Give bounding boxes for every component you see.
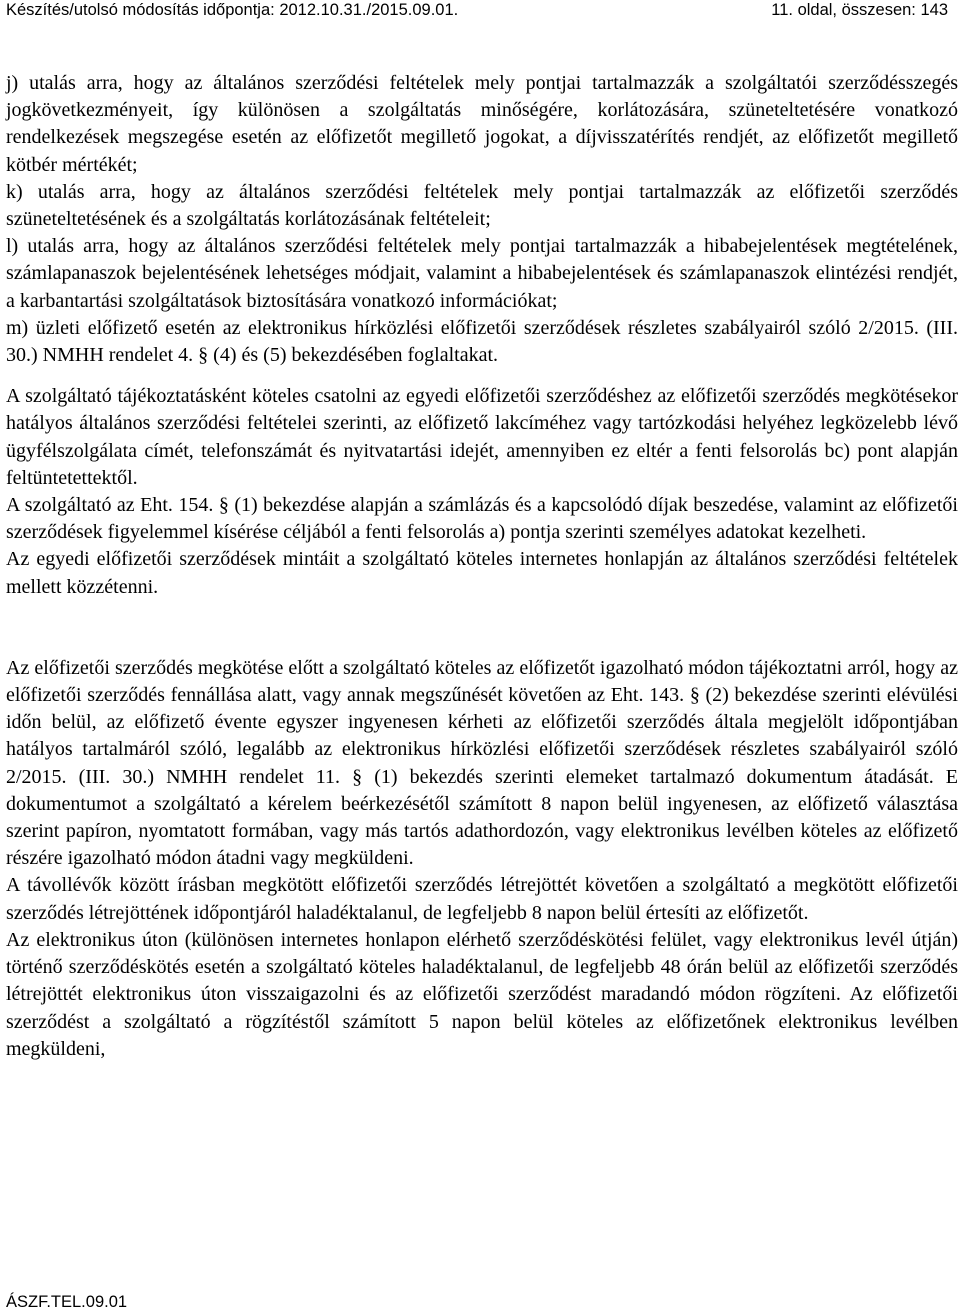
paragraph-electronic-contract: Az elektronikus úton (különösen internetes honlapon elérhető szerződéskötési felület, vagy elektronikus levél útján) történő szerződéskötés esetén a szolgáltató köteles haladéktalanul, de legfeljebb 48 órán belül az előfizetői szerződés létrejöttét elektronikus úton visszaigazolni és az előfizetői szerződést maradandó módon rögzíteni. Az előfizetői szerződést a szolgáltató a rögzítéstől számított 5 napon belül köteles az előfizetőnek elektronikus levélben megküldeni,: [6, 928, 958, 1060]
paragraph-contract-templates: Az egyedi előfizetői szerződések mintáit a szolgáltató köteles internetes honlapján az általános szerződési feltételek mellett közzétenni.: [6, 548, 958, 598]
paragraph-pre-contract-info: Az előfizetői szerződés megkötése előtt a szolgáltató köteles az előfizetőt igazolható módon tájékoztatni arról, hogy az előfizetői szerződés fennállása alatt, vagy annak megszűnését követően az Eht. 143. § (2) bekezdése szerinti elévülési időn belül, az előfizető évente egyszer ingyenesen kérheti az előfizetői szerződés általa megjelölt időpontjában hatályos tartalmáról szóló, legalább az elektronikus hírközlési előfizetői szerződések részletes szabályairól szóló 2/2015. (III. 30.) NMHH rendelet 11. § (1) bekezdés szerinti elemeket tartalmazó dokumentum átadását. E dokumentumot a szolgáltató a kérelem beérkezésétől számított 8 napon belül ingyenesen, az előfizető választása szerint papíron, nyomtatott formában, vagy más tartós adathordozón, vagy elektronikus levélben köteles az előfizető részére igazolható módon átadni vagy megküldeni.: [6, 656, 958, 870]
list-item-j: j) utalás arra, hogy az általános szerződési feltételek mely pontjai tartalmazzák a szolgáltatói szerződésszegés jogkövetkezményeit, így különösen a szolgáltatás minőségére, korlátozására, szüneteltetésére vonatkozó rendelkezések megszegése esetén az előfizetőt megillető jogokat, a díjvisszatérítés rendjét, az előfizetőt megillető kötbér mértékét;: [6, 72, 958, 176]
list-item-l: l) utalás arra, hogy az általános szerződési feltételek mely pontjai tartalmazzák a hibabejelentések megtételének, számlapanaszok bejelentésének lehetséges módjait, valamint a hibabejelentések és számlapanaszok elintézési rendjét, a karbantartási szolgáltatások biztosítására vonatkozó információkat;: [6, 235, 958, 312]
document-code: ÁSZF.TEL.09.01: [6, 1293, 128, 1311]
paragraph-attachment-info: A szolgáltató tájékoztatásként köteles csatolni az egyedi előfizetői szerződéshez az előfizetői szerződés megkötésekor hatályos általános szerződési feltételei szerinti, az előfizető lakcíméhez vagy tartózkodási helyéhez legközelebb lévő ügyfélszolgálata címét, telefonszámát és nyitvatartási idejét, amennyiben ez eltér a fenti felsorolás bc) pont alapján feltüntetettektől.: [6, 385, 958, 489]
document-body: [6, 70, 958, 1063]
modification-date-label: Készítés/utolsó módosítás időpontja: 2012.10.31./2015.09.01.: [6, 1, 459, 19]
page-number-label: 11. oldal, összesen: 143: [771, 1, 948, 19]
page-footer: [6, 1291, 127, 1313]
list-item-m: m) üzleti előfizető esetén az elektronikus hírközlési előfizetői szerződések részletes szabályairól szóló 2/2015. (III. 30.) NMHH rendelet 4. § (4) és (5) bekezdésében foglaltakat.: [6, 316, 958, 367]
list-items-block: [6, 70, 958, 369]
paragraph-data-handling: A szolgáltató az Eht. 154. § (1) bekezdése alapján a számlázás és a kapcsolódó díjak beszedése, valamint az előfizetői szerződések figyelemmel kísérése céljából a fenti felsorolás a) pontja szerinti személyes adatokat kezelheti.: [6, 494, 958, 544]
paragraph-distance-contract: A távollévők között írásban megkötött előfizetői szerződés létrejöttét követően a szolgáltató a megkötött előfizetői szerződés létrejöttének időpontjáról haladéktalanul, de legfeljebb 8 napon belül értesíti az előfizetőt.: [6, 874, 958, 924]
information-section: [6, 383, 958, 601]
page-header: [6, 0, 948, 22]
list-item-k: k) utalás arra, hogy az általános szerződési feltételek mely pontjai tartalmazzák az előfizetői szerződés szüneteltetésének és a szolgáltatás korlátozásának feltételeit;: [6, 180, 958, 231]
spacer: [6, 601, 958, 655]
contract-conclusion-section: [6, 655, 958, 1063]
spacer: [6, 369, 958, 383]
